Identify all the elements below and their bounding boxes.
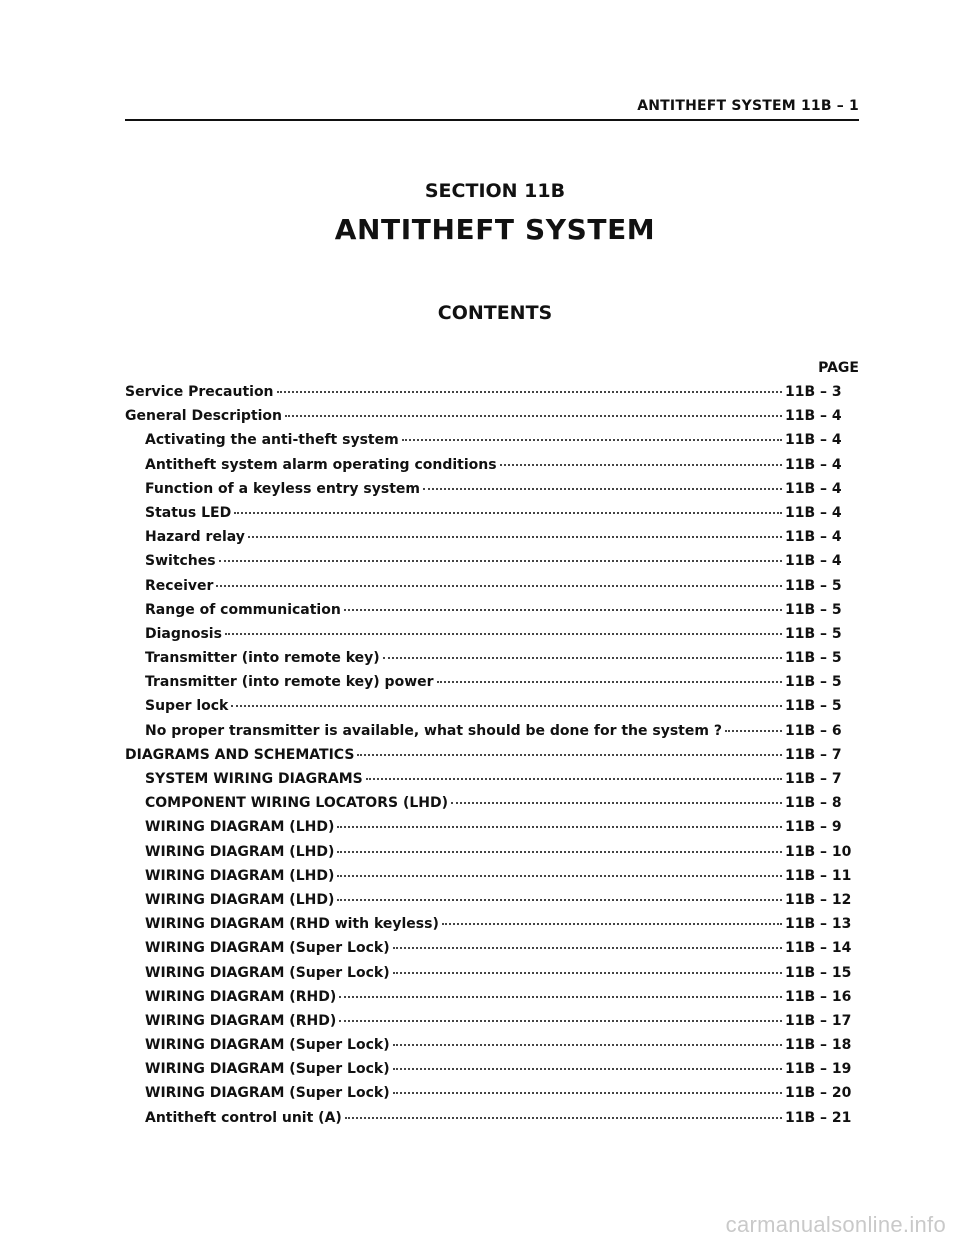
toc-entry-title: WIRING DIAGRAM (LHD)	[145, 891, 335, 908]
toc-dot-leader	[277, 391, 782, 393]
toc-entry[interactable]	[125, 1037, 859, 1061]
toc-entry[interactable]	[125, 505, 859, 529]
section-label: SECTION 11B	[424, 180, 566, 202]
toc-entry[interactable]	[125, 457, 859, 481]
toc-entry-page: 11B – 6	[785, 722, 842, 739]
toc-dot-leader	[451, 802, 782, 804]
toc-dot-leader	[234, 512, 782, 514]
toc-entry[interactable]	[125, 965, 859, 989]
toc-dot-leader	[383, 657, 782, 659]
toc-dot-leader	[225, 633, 782, 635]
toc-entry-title: Range of communication	[145, 601, 341, 618]
toc-entry[interactable]	[125, 1061, 859, 1085]
toc-entry-page: 11B – 19	[785, 1061, 852, 1078]
toc-entry-page: 11B – 4	[785, 529, 842, 546]
toc-dot-leader	[339, 1020, 782, 1022]
toc-entry-title: WIRING DIAGRAM (RHD)	[145, 988, 337, 1005]
toc-entry[interactable]	[125, 1013, 859, 1037]
toc-entry-title: Status LED	[145, 504, 232, 521]
toc-entry[interactable]	[125, 747, 859, 771]
toc-entry-title: Hazard relay	[145, 529, 245, 546]
toc-entry-title: Activating the anti-theft system	[145, 432, 399, 449]
toc-entry-page: 11B – 13	[785, 916, 852, 933]
toc-entry-title: WIRING DIAGRAM (Super Lock)	[145, 1061, 390, 1078]
toc-entry-page: 11B – 18	[785, 1037, 852, 1054]
toc-entry-page: 11B – 4	[785, 408, 842, 425]
toc-entry-title: WIRING DIAGRAM (RHD)	[145, 1012, 337, 1029]
toc-dot-leader	[725, 730, 782, 732]
toc-entry-title: Function of a keyless entry system	[145, 480, 420, 497]
toc-entry-title: Diagnosis	[145, 625, 222, 642]
toc-dot-leader	[500, 464, 782, 466]
toc-dot-leader	[216, 585, 782, 587]
toc-entry-title: Antitheft system alarm operating conditions	[145, 456, 497, 473]
toc-entry-page: 11B – 5	[785, 698, 842, 715]
toc-dot-leader	[442, 923, 782, 925]
toc-entry-title: WIRING DIAGRAM (Super Lock)	[145, 1037, 390, 1054]
toc-entry-title: WIRING DIAGRAM (Super Lock)	[145, 940, 390, 957]
section-title: ANTITHEFT SYSTEM	[334, 213, 656, 246]
toc-entry-page: 11B – 5	[785, 625, 842, 642]
table-of-contents	[125, 384, 859, 1134]
toc-entry-title: Antitheft control unit (A)	[145, 1109, 342, 1126]
toc-entry-title: General Description	[125, 408, 283, 425]
toc-entry[interactable]	[125, 1085, 859, 1109]
toc-entry-page: 11B – 4	[785, 553, 842, 570]
toc-dot-leader	[219, 560, 782, 562]
toc-dot-leader	[344, 609, 782, 611]
toc-entry-page: 11B – 21	[785, 1109, 852, 1126]
toc-entry-page: 11B – 11	[785, 867, 852, 884]
toc-entry-page: 11B – 4	[785, 432, 842, 449]
toc-dot-leader	[337, 899, 782, 901]
toc-entry[interactable]	[125, 481, 859, 505]
watermark: carmanualsonline.info	[725, 1212, 946, 1237]
toc-dot-leader	[393, 1044, 782, 1046]
toc-entry-title: SYSTEM WIRING DIAGRAMS	[145, 771, 363, 787]
toc-entry-title: WIRING DIAGRAM (RHD with keyless)	[145, 916, 439, 933]
toc-entry[interactable]	[125, 795, 859, 819]
toc-entry[interactable]	[125, 989, 859, 1013]
toc-dot-leader	[248, 536, 782, 538]
toc-dot-leader	[285, 415, 782, 417]
toc-entry-page: 11B – 4	[785, 480, 842, 497]
toc-entry-page: 11B – 10	[785, 843, 852, 860]
toc-entry[interactable]	[125, 844, 859, 868]
toc-entry-page: 11B – 5	[785, 577, 842, 594]
toc-entry[interactable]	[125, 723, 859, 747]
toc-dot-leader	[393, 947, 782, 949]
toc-entry[interactable]	[125, 819, 859, 843]
toc-entry[interactable]	[125, 868, 859, 892]
toc-entry-page: 11B – 16	[785, 988, 852, 1005]
toc-entry-title: COMPONENT WIRING LOCATORS (LHD)	[145, 795, 449, 812]
toc-entry[interactable]	[125, 892, 859, 916]
toc-entry-page: 11B – 17	[785, 1012, 852, 1029]
toc-entry-page: 11B – 5	[785, 650, 842, 667]
toc-entry-page: 11B – 12	[785, 891, 852, 908]
toc-dot-leader	[423, 488, 782, 490]
toc-entry-page: 11B – 20	[785, 1085, 852, 1102]
toc-entry[interactable]	[125, 916, 859, 940]
toc-entry[interactable]	[125, 602, 859, 626]
toc-dot-leader	[437, 681, 782, 683]
toc-entry[interactable]	[125, 674, 859, 698]
page-column-label: PAGE	[818, 360, 859, 376]
toc-dot-leader	[337, 875, 782, 877]
toc-entry-page: 11B – 5	[785, 601, 842, 618]
toc-dot-leader	[366, 778, 782, 780]
toc-entry-title: WIRING DIAGRAM (Super Lock)	[145, 964, 390, 981]
toc-dot-leader	[345, 1117, 782, 1119]
contents-heading: CONTENTS	[437, 302, 553, 324]
toc-dot-leader	[393, 972, 782, 974]
toc-entry-title: Switches	[145, 553, 216, 570]
toc-dot-leader	[357, 754, 782, 756]
toc-entry[interactable]	[125, 529, 859, 553]
toc-entry-title: Receiver	[145, 577, 214, 594]
toc-entry[interactable]	[125, 698, 859, 722]
running-header: ANTITHEFT SYSTEM 11B – 1	[637, 98, 859, 114]
toc-entry[interactable]	[125, 408, 859, 432]
toc-entry[interactable]	[125, 771, 859, 795]
toc-entry-title: No proper transmitter is available, what should be done for the system ?	[145, 722, 722, 739]
toc-entry-title: WIRING DIAGRAM (LHD)	[145, 867, 335, 884]
toc-dot-leader	[231, 705, 782, 707]
toc-dot-leader	[337, 851, 782, 853]
toc-entry[interactable]	[125, 650, 859, 674]
toc-entry[interactable]	[125, 432, 859, 456]
toc-dot-leader	[337, 826, 782, 828]
toc-entry-page: 11B – 4	[785, 456, 842, 473]
toc-entry[interactable]	[125, 553, 859, 577]
toc-dot-leader	[339, 996, 782, 998]
toc-entry[interactable]	[125, 626, 859, 650]
toc-entry-title: WIRING DIAGRAM (LHD)	[145, 819, 335, 836]
toc-entry-page: 11B – 3	[785, 384, 842, 400]
toc-entry-title: WIRING DIAGRAM (LHD)	[145, 843, 335, 860]
toc-entry[interactable]	[125, 1110, 859, 1134]
toc-entry[interactable]	[125, 940, 859, 964]
toc-entry-title: Transmitter (into remote key) power	[145, 674, 434, 691]
toc-entry-page: 11B – 15	[785, 964, 852, 981]
toc-entry[interactable]	[125, 578, 859, 602]
toc-entry-page: 11B – 9	[785, 819, 842, 836]
toc-dot-leader	[402, 439, 782, 441]
header-rule	[125, 119, 859, 121]
toc-entry[interactable]	[125, 384, 859, 408]
toc-entry-page: 11B – 5	[785, 674, 842, 691]
toc-entry-title: Service Precaution	[125, 384, 274, 400]
toc-entry-title: DIAGRAMS AND SCHEMATICS	[125, 746, 355, 763]
toc-entry-title: Transmitter (into remote key)	[145, 650, 380, 667]
toc-dot-leader	[393, 1068, 782, 1070]
toc-entry-title: WIRING DIAGRAM (Super Lock)	[145, 1085, 390, 1102]
toc-entry-page: 11B – 4	[785, 504, 842, 521]
toc-entry-page: 11B – 7	[785, 746, 842, 763]
toc-entry-page: 11B – 14	[785, 940, 852, 957]
toc-dot-leader	[393, 1092, 782, 1094]
toc-entry-page: 11B – 7	[785, 771, 842, 787]
toc-entry-page: 11B – 8	[785, 795, 842, 812]
toc-entry-title: Super lock	[145, 698, 229, 715]
